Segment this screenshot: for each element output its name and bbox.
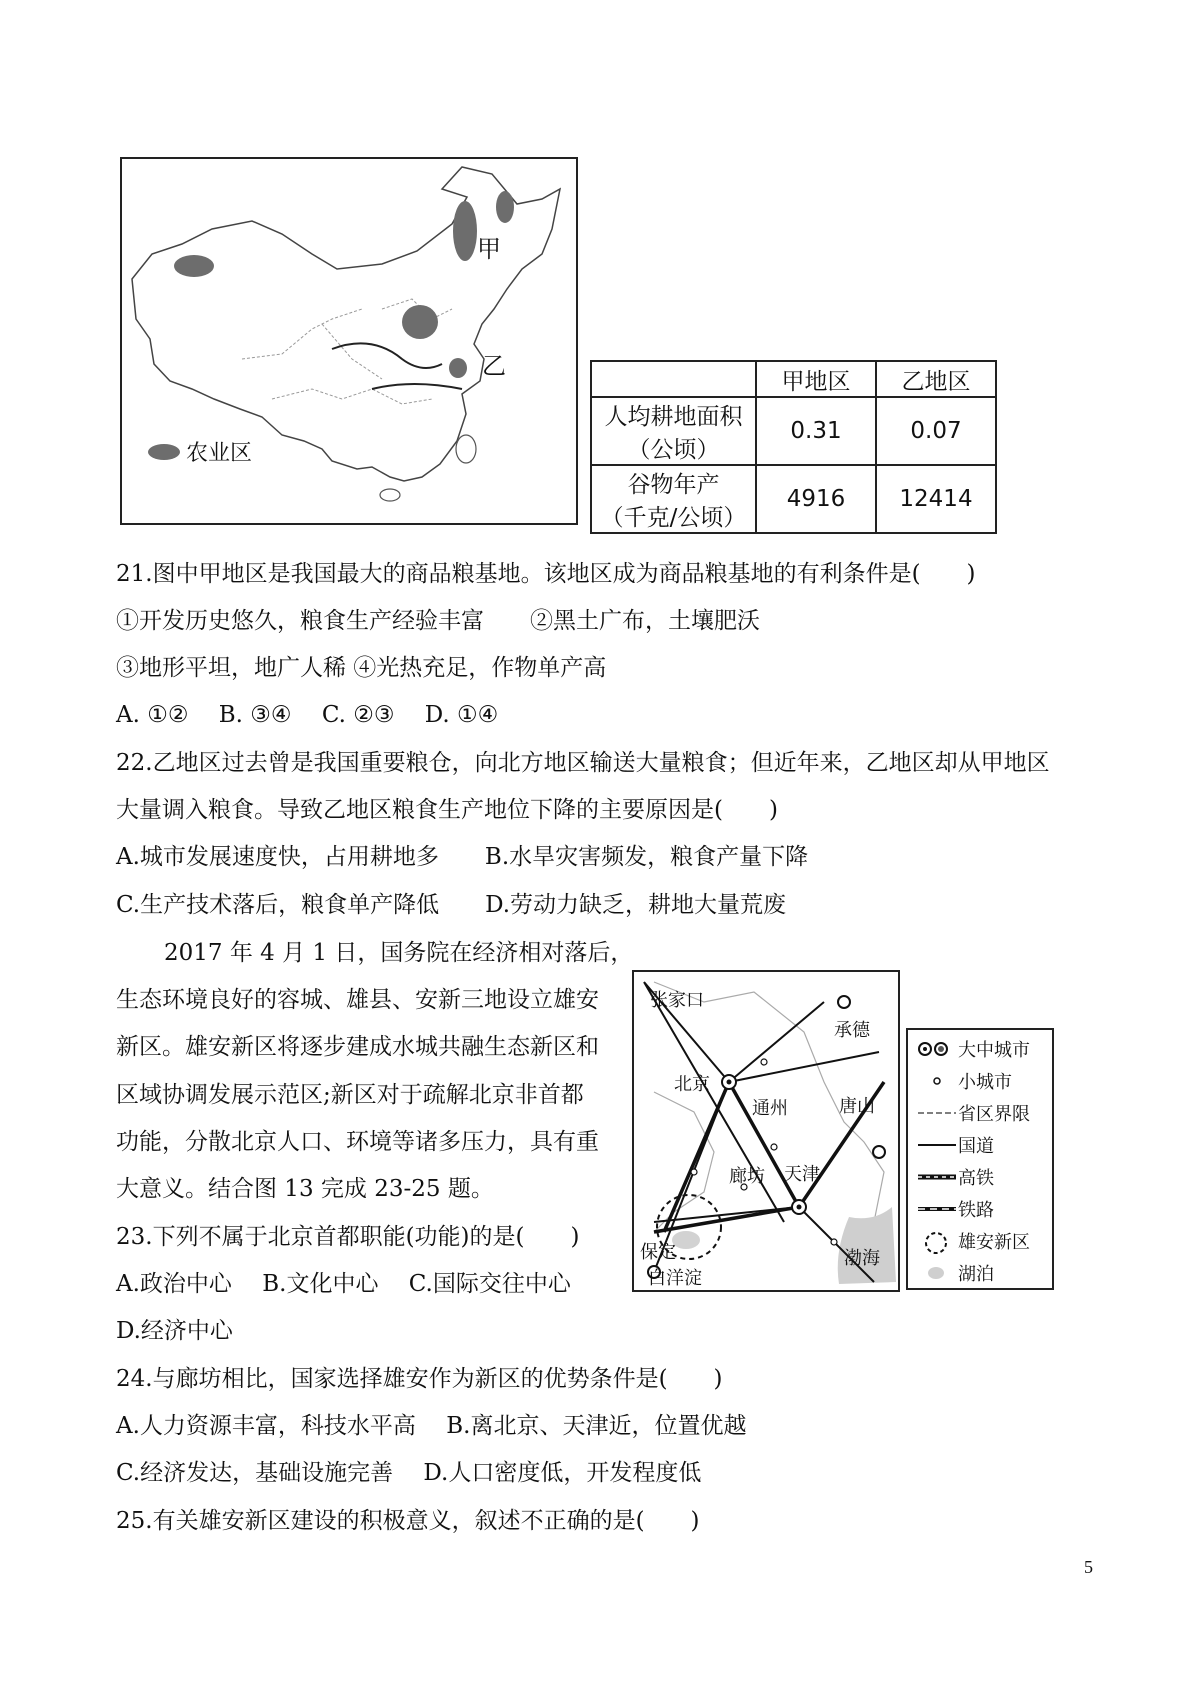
- legend-item: [916, 1036, 1030, 1062]
- national-road-icon: [916, 1135, 958, 1155]
- small-city-marker: [831, 1239, 837, 1245]
- big-city-icon: [916, 1039, 958, 1059]
- comparison-table: [590, 360, 997, 534]
- small-city-marker: [691, 1169, 697, 1175]
- legend-label: 大中城市: [958, 1040, 1030, 1061]
- row-label-line: （公顷）: [627, 437, 720, 463]
- taiwan-outline: [456, 435, 476, 463]
- legend-label: 国道: [958, 1136, 994, 1157]
- city-label-baiyangdian: 白洋淀: [648, 1268, 702, 1289]
- newarea-boundary-icon: [916, 1231, 958, 1251]
- xiongan-map-drawing: [634, 972, 898, 1290]
- table-header-row: [591, 361, 996, 397]
- small-city-marker: [771, 1144, 777, 1150]
- q25-stem: 25.有关雄安新区建设的积极意义，叙述不正确的是( ): [116, 1508, 700, 1534]
- legend-item: [916, 1068, 1012, 1094]
- agri-region-jia: [453, 201, 477, 261]
- q24-choices-line1: A.人力资源丰富，科技水平高 B.离北京、天津近，位置优越: [116, 1413, 747, 1439]
- page-number: 5: [1084, 1557, 1093, 1577]
- passage-line: 大意义。结合图 13 完成 23-25 题。: [116, 1176, 494, 1202]
- q22-stem-line1: 22.乙地区过去曾是我国重要粮仓，向北方地区输送大量粮食；但近年来，乙地区却从甲地区: [116, 750, 1050, 776]
- passage-line: 功能，分散北京人口、环境等诸多压力，具有重: [116, 1129, 599, 1155]
- q21-options-line1: ①开发历史悠久，粮食生产经验丰富 ②黑土广布，土壤肥沃: [116, 608, 760, 634]
- legend-label: 湖泊: [958, 1264, 994, 1285]
- legend-item: [916, 1196, 994, 1222]
- legend-label: 小城市: [958, 1072, 1012, 1093]
- table-cell: 0.07: [876, 397, 996, 465]
- city-label-tangshan: 唐山: [839, 1096, 875, 1117]
- table-row: [591, 465, 996, 533]
- agri-region-xinjiang: [174, 255, 214, 277]
- q21-stem: 21.图中甲地区是我国最大的商品粮基地。该地区成为商品粮基地的有利条件是( ): [116, 561, 976, 587]
- legend-item: [916, 1100, 1030, 1126]
- city-label-baoding: 保定: [640, 1242, 676, 1263]
- table-header-cell: 甲地区: [756, 361, 876, 397]
- xiongan-map: [632, 970, 900, 1292]
- tianjin-city-dot: [797, 1205, 802, 1210]
- city-label-beijing: 北京: [674, 1074, 710, 1095]
- city-label-langfang: 廊坊: [729, 1166, 765, 1187]
- legend-label: 省区界限: [958, 1104, 1030, 1125]
- city-label-tongzhou: 通州: [752, 1098, 788, 1119]
- row-label-line: 人均耕地面积: [604, 404, 743, 430]
- passage-line: 2017 年 4 月 1 日，国务院在经济相对落后，: [164, 940, 634, 966]
- label-yi: 乙: [482, 352, 506, 380]
- small-city-icon: [916, 1071, 958, 1091]
- railway-icon: [916, 1199, 958, 1219]
- passage-line: 区域协调发展示范区;新区对于疏解北京非首都: [116, 1082, 584, 1108]
- bohai-sea: [838, 1207, 896, 1284]
- table-cell: 12414: [876, 465, 996, 533]
- agri-region-huabei: [402, 305, 438, 339]
- city-label-chengde: 承德: [834, 1020, 870, 1041]
- agri-region-sanjiang: [496, 191, 514, 223]
- label-jia: 甲: [477, 235, 501, 263]
- china-map-drawing: [122, 159, 576, 523]
- chengde-city-marker: [838, 996, 850, 1008]
- legend-item: [916, 1228, 1030, 1254]
- passage-line: 生态环境良好的容城、雄县、安新三地设立雄安: [116, 987, 599, 1013]
- legend-item: [916, 1260, 994, 1286]
- high-speed-rail-icon: [916, 1167, 958, 1187]
- china-agriculture-map: [120, 157, 578, 525]
- small-city-marker: [761, 1059, 767, 1065]
- legend-item: [916, 1164, 994, 1190]
- hainan-outline: [380, 489, 400, 501]
- table-row-label: [591, 397, 756, 465]
- q24-stem: 24.与廊坊相比，国家选择雄安作为新区的优势条件是( ): [116, 1366, 723, 1392]
- q22-choices-line2: C.生产技术落后，粮食单产降低 D.劳动力缺乏，耕地大量荒废: [116, 892, 787, 918]
- row-label-line: （千克/公顷）: [600, 505, 747, 531]
- agri-region-yi: [449, 358, 467, 378]
- q24-choices-line2: C.经济发达，基础设施完善 D.人口密度低，开发程度低: [116, 1460, 702, 1486]
- china-outline: [132, 167, 560, 481]
- table-header-cell: [591, 361, 756, 397]
- city-label-zhangjiakou: 张家口: [650, 990, 704, 1011]
- legend-label: 高铁: [958, 1168, 994, 1189]
- q22-choices-line1: A.城市发展速度快，占用耕地多 B.水旱灾害频发，粮食产量下降: [116, 844, 809, 870]
- legend-agri-swatch: [148, 444, 180, 460]
- table-row-label: [591, 465, 756, 533]
- q23-stem: 23.下列不属于北京首都职能(功能)的是( ): [116, 1224, 580, 1250]
- q22-stem-line2: 大量调入粮食。导致乙地区粮食生产地位下降的主要原因是( ): [116, 797, 778, 823]
- legend-label: 铁路: [958, 1200, 994, 1221]
- city-label-tianjin: 天津: [784, 1164, 820, 1185]
- xiongan-map-legend: [906, 1028, 1054, 1290]
- table-cell: 4916: [756, 465, 876, 533]
- province-border-icon: [916, 1103, 958, 1123]
- legend-agri-label: 农业区: [186, 441, 253, 466]
- row-label-line: 谷物年产: [627, 472, 720, 498]
- table-header-cell: 乙地区: [876, 361, 996, 397]
- q23-choices-line2: D.经济中心: [116, 1318, 233, 1344]
- table-row: [591, 397, 996, 465]
- q23-choices-line1: A.政治中心 B.文化中心 C.国际交往中心: [116, 1271, 571, 1297]
- lake-icon: [916, 1263, 958, 1283]
- baiyangdian-lake: [672, 1231, 700, 1249]
- sea-label-bohai: 渤海: [844, 1248, 880, 1269]
- beijing-city-dot: [727, 1080, 732, 1085]
- q21-choices: A. ①② B. ③④ C. ②③ D. ①④: [116, 702, 499, 728]
- legend-label: 雄安新区: [958, 1232, 1030, 1253]
- table-cell: 0.31: [756, 397, 876, 465]
- legend-item: [916, 1132, 994, 1158]
- q21-options-line2: ③地形平坦，地广人稀 ④光热充足，作物单产高: [116, 655, 607, 681]
- passage-line: 新区。雄安新区将逐步建成水城共融生态新区和: [116, 1034, 599, 1060]
- tangshan-city-marker: [873, 1146, 885, 1158]
- rivers: [332, 343, 462, 389]
